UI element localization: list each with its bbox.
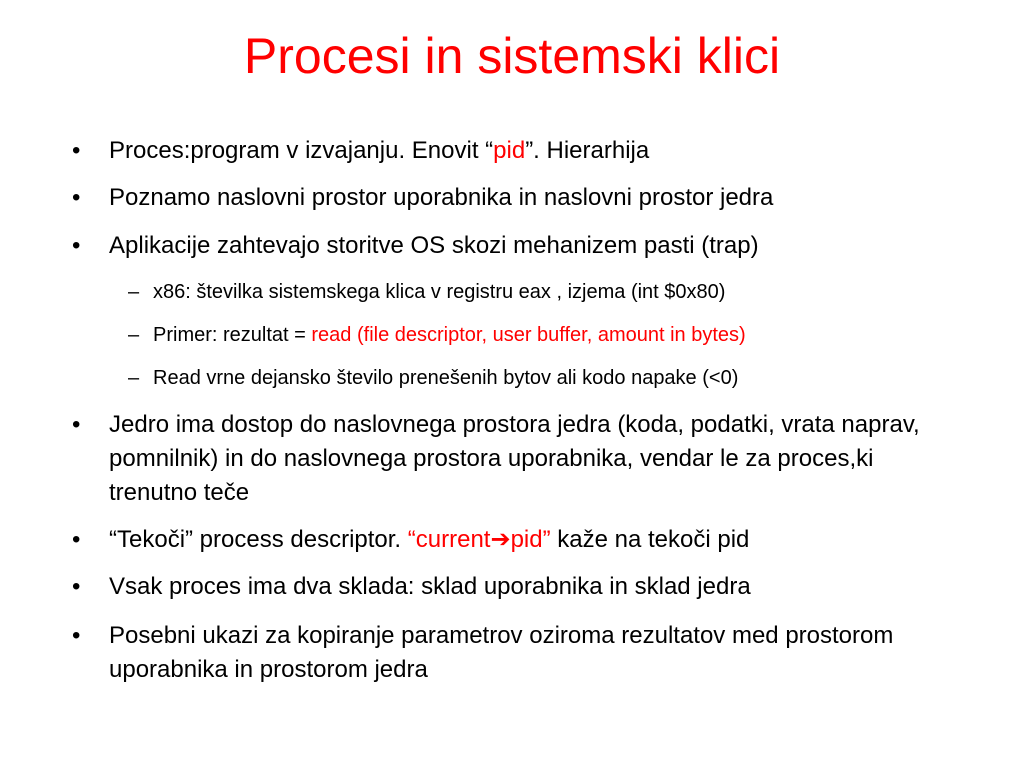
highlight-read-call: read (file descriptor, user buffer, amount in bytes) — [311, 324, 746, 346]
sub-bullet-text — [153, 320, 943, 350]
sub-bullet-glyph: – — [128, 367, 140, 389]
arrow-right-icon: ➔ — [490, 526, 511, 553]
bullet-text: Posebni ukazi za kopiranje parametrov oziroma rezultatov med prostorom uporabnika in prostorom jedra — [109, 622, 894, 683]
sub-bullet-glyph: – — [128, 281, 140, 303]
bullet-text: Jedro ima dostop do naslovnega prostora jedra (koda, podatki, vrata naprav, pomnilnik) in do naslovnega prostora uporabnika, vendar le za proces,ki trenutno teče — [109, 411, 920, 506]
bullet-glyph: • — [72, 184, 81, 211]
highlight-pid: pid — [493, 137, 526, 164]
bullet-text-part: “Tekoči” process descriptor. — [109, 526, 408, 553]
bullet-glyph: • — [72, 232, 81, 259]
bullet-glyph: • — [72, 526, 81, 553]
bullet-glyph: • — [72, 411, 81, 438]
highlight-current: “current — [407, 526, 491, 553]
bullet-glyph: • — [72, 622, 81, 649]
bullet-glyph: • — [72, 573, 81, 600]
bullet-text-part: ”. Hierarhija — [525, 137, 650, 164]
bullet-text — [109, 523, 939, 557]
sub-bullet-text-part: Primer: rezultat = — [153, 324, 312, 346]
sub-bullet-text: x86: številka sistemskega klica v registru eax , izjema (int $0x80) — [153, 281, 726, 303]
sub-bullet-text: Read vrne dejansko število prenešenih bytov ali kodo napake (<0) — [153, 367, 739, 389]
highlight-pid: pid” — [510, 526, 551, 553]
slide-title: Procesi in sistemski klici — [243, 28, 781, 84]
bullet-glyph: • — [72, 137, 81, 164]
sub-bullet-glyph: – — [128, 324, 140, 346]
bullet-text: Vsak proces ima dva sklada: sklad uporabnika in sklad jedra — [109, 573, 751, 600]
bullet-text: Poznamo naslovni prostor uporabnika in naslovni prostor jedra — [109, 184, 774, 211]
bullet-text — [109, 134, 939, 168]
bullet-text: Aplikacije zahtevajo storitve OS skozi mehanizem pasti (trap) — [109, 232, 759, 259]
bullet-text-part: Proces:program v izvajanju. Enovit “ — [109, 137, 494, 164]
bullet-text-part: kaže na tekoči pid — [550, 526, 750, 553]
